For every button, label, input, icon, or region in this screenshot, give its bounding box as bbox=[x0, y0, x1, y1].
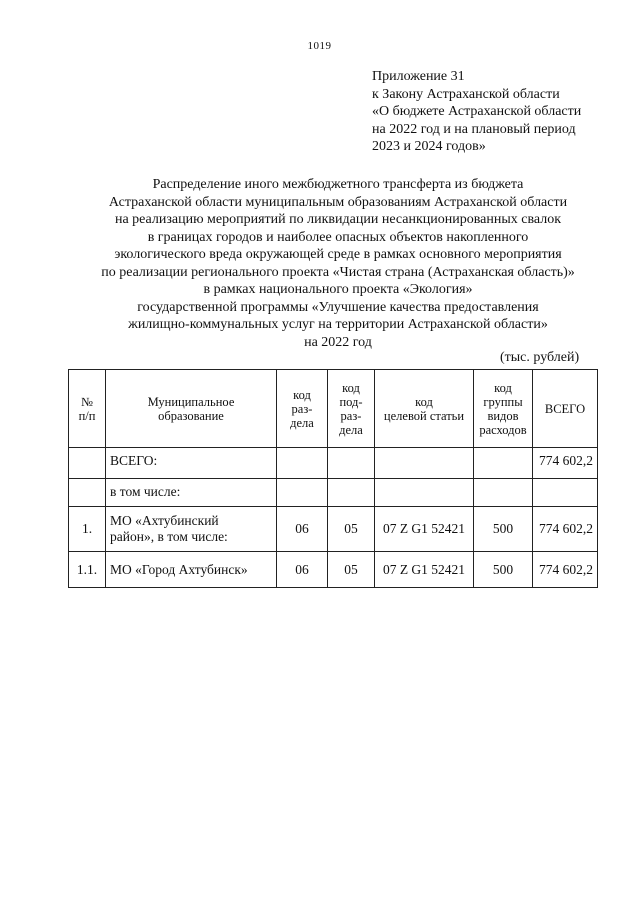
title-line: Астраханской области муниципальным образованиям Астраханской области bbox=[108, 194, 568, 210]
title-line: в рамках национального проекта «Экология» bbox=[203, 282, 473, 297]
title-line: жилищно-коммунальных услуг на территории Астраханской области» bbox=[128, 317, 548, 332]
title-line: экологического вреда окружающей среде в рамках основного мероприятия bbox=[114, 247, 562, 262]
cell-section: 06 bbox=[277, 552, 328, 588]
header-municipality: Муниципальное образование bbox=[106, 370, 277, 448]
cell-subsection: 05 bbox=[328, 552, 375, 588]
title-line: на реализацию мероприятий по ликвидации несанкционированных свалок bbox=[114, 212, 562, 227]
cell-expense-group: 500 bbox=[474, 507, 533, 552]
appendix-line: к Закону Астраханской области bbox=[372, 86, 560, 102]
header-target-article: код целевой статьи bbox=[375, 370, 474, 448]
cell-target-article bbox=[375, 479, 474, 507]
budget-table bbox=[68, 369, 598, 588]
title-line: на 2022 год bbox=[304, 334, 372, 350]
page-number: 1019 bbox=[307, 40, 332, 52]
cell-total bbox=[533, 479, 598, 507]
title-line: государственной программы «Улучшение качества предоставления bbox=[137, 299, 539, 315]
cell-no bbox=[69, 479, 106, 507]
cell-expense-group: 500 bbox=[474, 552, 533, 588]
table-header-row bbox=[69, 370, 598, 448]
cell-expense-group bbox=[474, 479, 533, 507]
table-row bbox=[69, 507, 598, 552]
cell-no bbox=[69, 448, 106, 479]
cell-subsection: 05 bbox=[328, 507, 375, 552]
cell-municipality: в том числе: bbox=[106, 479, 277, 507]
table-row bbox=[69, 448, 598, 479]
cell-section bbox=[277, 448, 328, 479]
cell-municipality: ВСЕГО: bbox=[106, 448, 277, 479]
title-line: по реализации регионального проекта «Чистая страна (Астраханская область)» bbox=[101, 264, 575, 280]
cell-target-article: 07 Z G1 52421 bbox=[375, 507, 474, 552]
appendix-block bbox=[372, 68, 622, 156]
appendix-line: 2023 и 2024 годов» bbox=[372, 139, 486, 154]
cell-subsection bbox=[328, 479, 375, 507]
cell-target-article: 07 Z G1 52421 bbox=[375, 552, 474, 588]
cell-municipality: МО «Ахтубинский район», в том числе: bbox=[106, 507, 277, 552]
appendix-line: на 2022 год и на плановый период bbox=[372, 121, 576, 137]
cell-no: 1.1. bbox=[69, 552, 106, 588]
cell-section: 06 bbox=[277, 507, 328, 552]
header-no: № п/п bbox=[69, 370, 106, 448]
cell-total: 774 602,2 bbox=[533, 448, 598, 479]
cell-target-article bbox=[375, 448, 474, 479]
table-row bbox=[69, 479, 598, 507]
cell-total: 774 602,2 bbox=[533, 507, 598, 552]
appendix-line: «О бюджете Астраханской области bbox=[372, 104, 582, 119]
header-expense-group: код группы видов расходов bbox=[474, 370, 533, 448]
title-line: в границах городов и наиболее опасных объектов накопленного bbox=[147, 229, 529, 245]
cell-section bbox=[277, 479, 328, 507]
title-line: Распределение иного межбюджетного трансферта из бюджета bbox=[152, 177, 524, 192]
document-title bbox=[0, 176, 639, 351]
table-row bbox=[69, 552, 598, 588]
cell-subsection bbox=[328, 448, 375, 479]
cell-total: 774 602,2 bbox=[533, 552, 598, 588]
cell-municipality: МО «Город Ахтубинск» bbox=[106, 552, 277, 588]
units-label: (тыс. рублей) bbox=[500, 350, 580, 365]
header-total: ВСЕГО bbox=[533, 370, 598, 448]
cell-no: 1. bbox=[69, 507, 106, 552]
header-subsection: код под- раз- дела bbox=[328, 370, 375, 448]
header-section: код раз- дела bbox=[277, 370, 328, 448]
appendix-line: Приложение 31 bbox=[372, 69, 465, 84]
cell-expense-group bbox=[474, 448, 533, 479]
